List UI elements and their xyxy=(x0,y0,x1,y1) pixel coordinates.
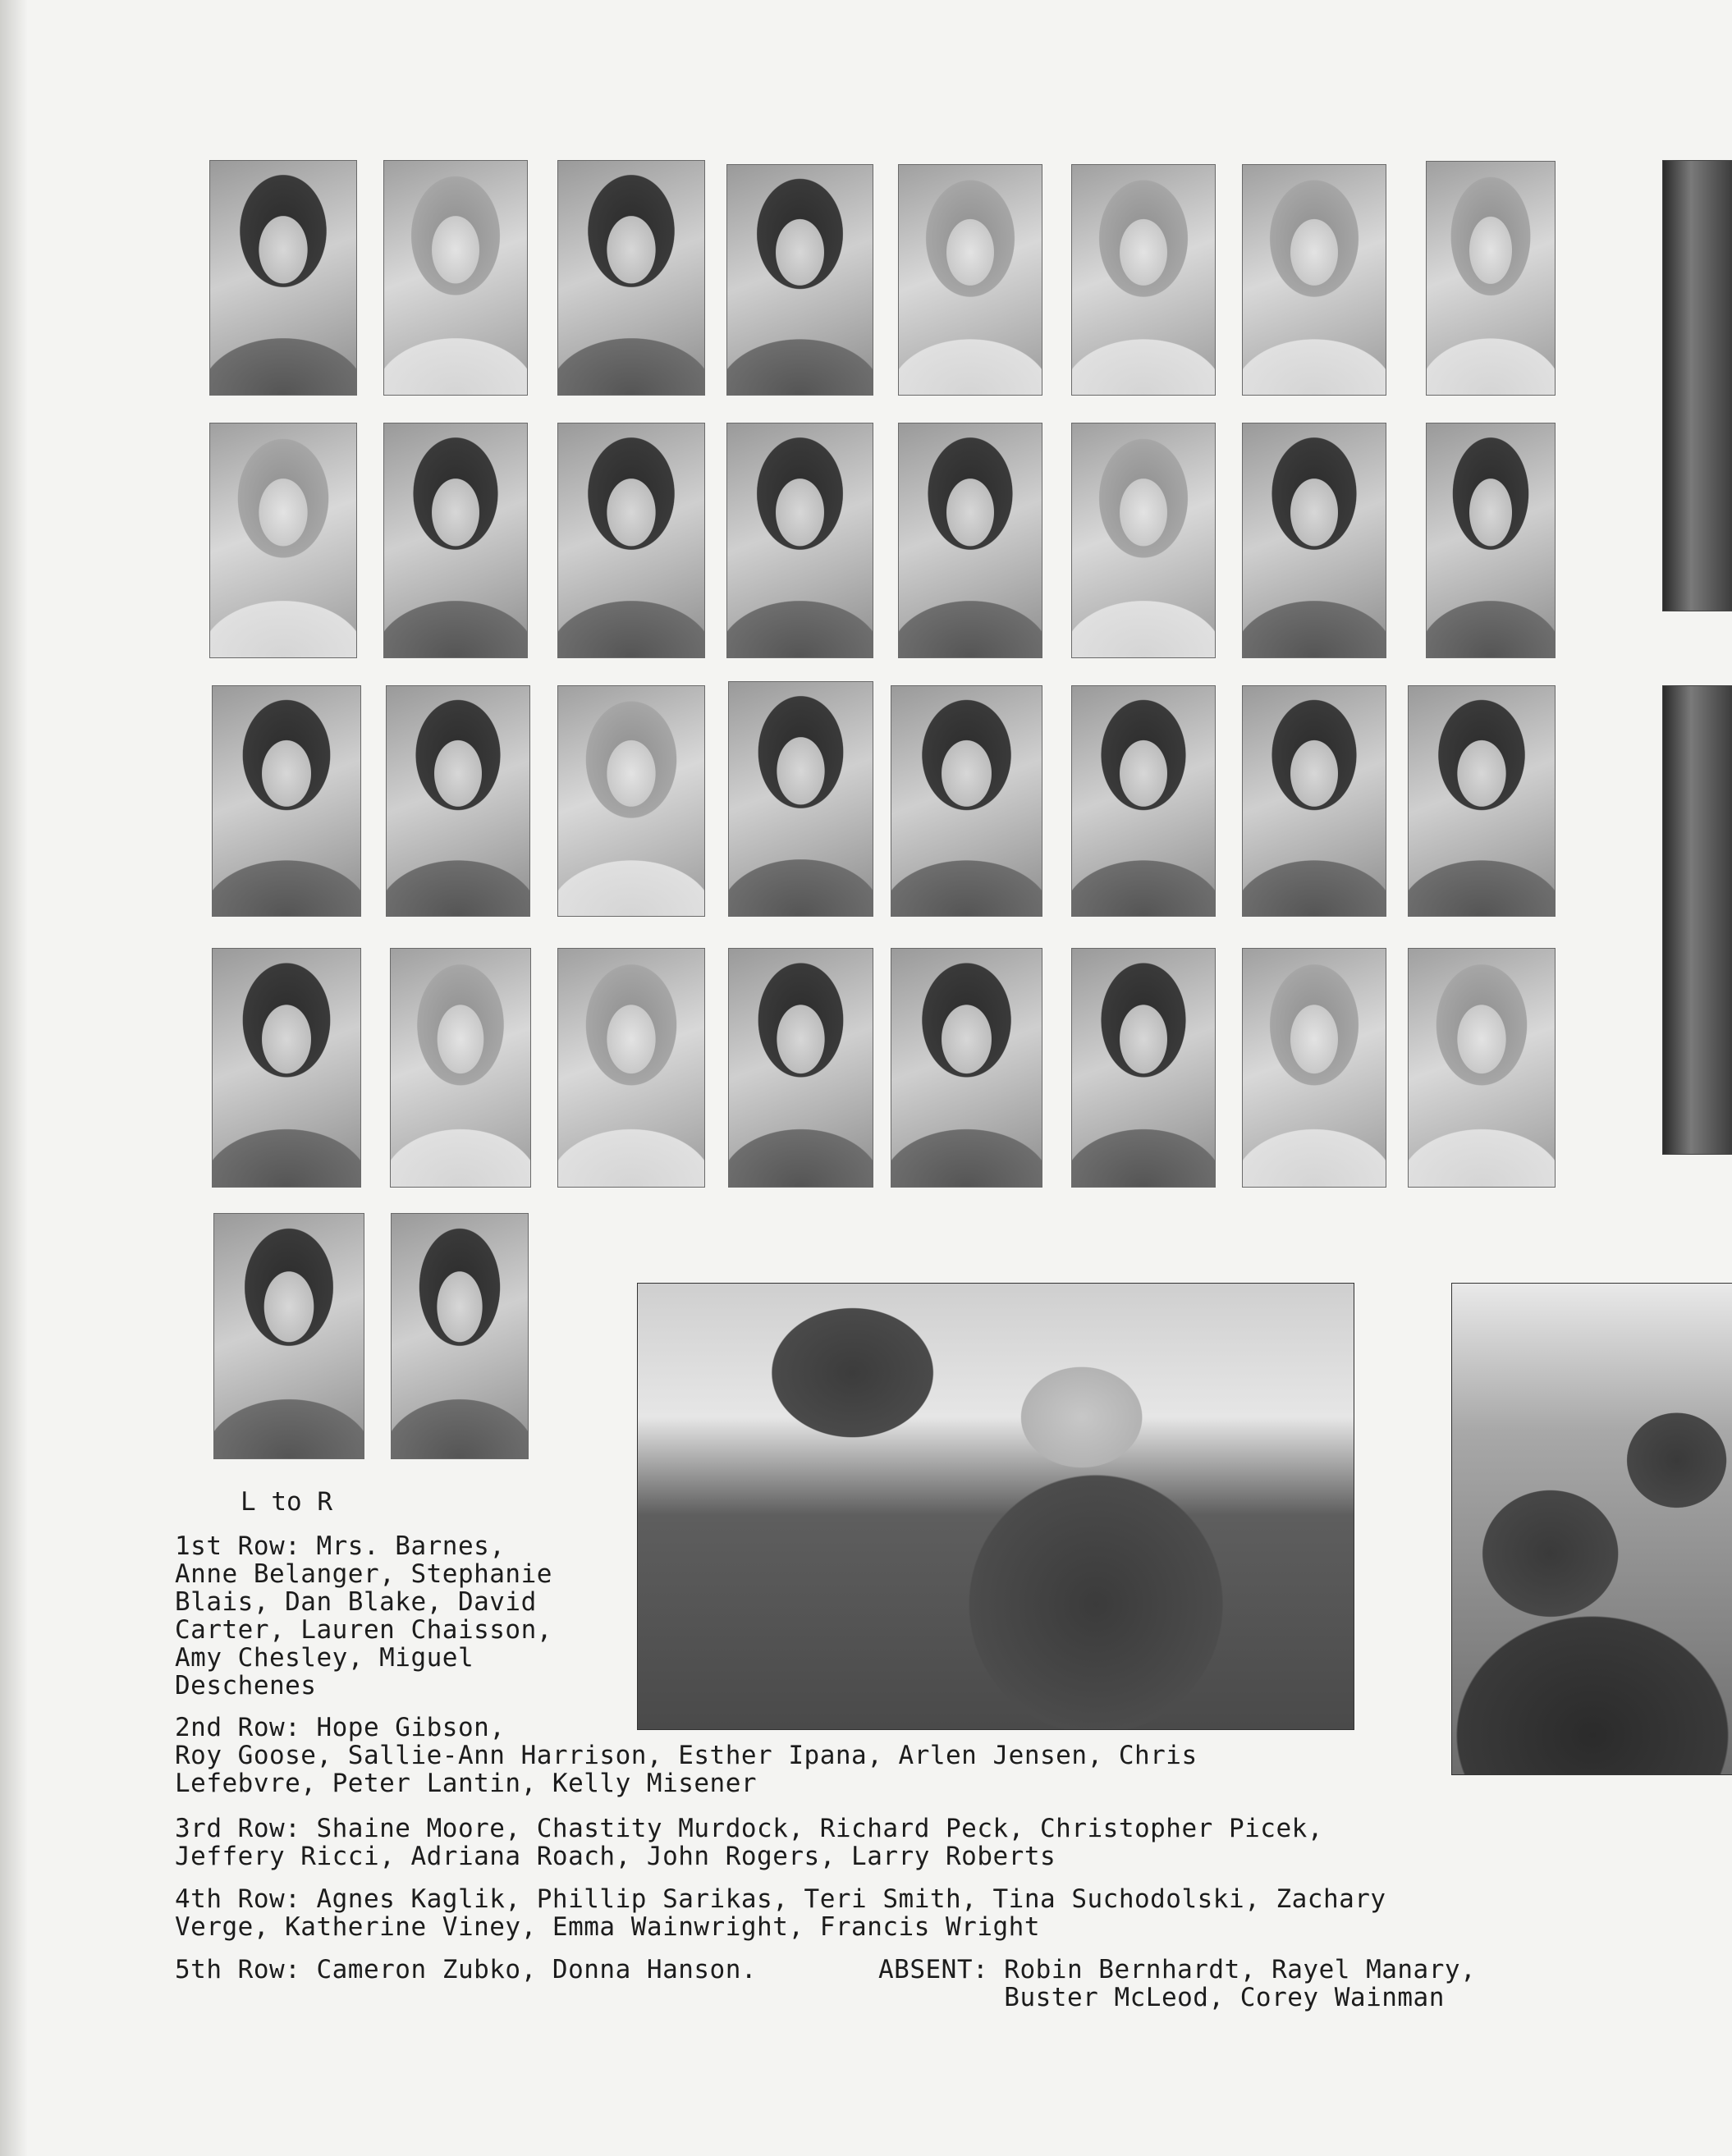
portrait-photo xyxy=(1071,685,1216,917)
portrait-photo xyxy=(891,685,1042,917)
caption-row5: 5th Row: Cameron Zubko, Donna Hanson. xyxy=(175,1955,758,1984)
portrait-photo xyxy=(726,423,873,658)
portrait-photo xyxy=(209,423,357,658)
portrait-photo xyxy=(391,1213,529,1459)
portrait-photo xyxy=(390,948,531,1188)
caption-row2: 2nd Row: Hope Gibson, Roy Goose, Sallie-Ann Harrison, Esther Ipana, Arlen Jensen, Chris Lefebvre, Peter Lantin, Kelly Misener xyxy=(175,1713,1198,1798)
portrait-photo xyxy=(557,423,705,658)
portrait-photo xyxy=(728,681,873,917)
portrait-photo xyxy=(1408,948,1556,1188)
portrait-photo xyxy=(1408,685,1556,917)
portrait-photo xyxy=(891,948,1042,1188)
candid-classroom-photo xyxy=(637,1283,1354,1730)
portrait-photo xyxy=(213,1213,364,1459)
portrait-photo xyxy=(1426,161,1556,396)
portrait-photo xyxy=(1242,948,1386,1188)
portrait-photo xyxy=(898,164,1042,396)
caption-row1: 1st Row: Mrs. Barnes, Anne Belanger, Stephanie Blais, Dan Blake, David Carter, Lauren Chaisson, Amy Chesley, Miguel Deschenes xyxy=(175,1531,552,1701)
facing-page-photo-edge xyxy=(1662,685,1732,1155)
portrait-photo xyxy=(1071,423,1216,658)
caption-heading: L to R xyxy=(241,1487,332,1517)
portrait-photo xyxy=(1426,423,1556,658)
portrait-photo xyxy=(726,164,873,396)
page-binding-shadow xyxy=(0,0,28,2156)
portrait-photo xyxy=(386,685,530,917)
portrait-photo xyxy=(1242,685,1386,917)
portrait-photo xyxy=(898,423,1042,658)
portrait-photo xyxy=(1071,164,1216,396)
portrait-photo xyxy=(1071,948,1216,1188)
portrait-photo xyxy=(1242,423,1386,658)
facing-page-photo-edge xyxy=(1662,160,1732,611)
caption-row3: 3rd Row: Shaine Moore, Chastity Murdock, Richard Peck, Christopher Picek, Jeffery Ricci, Adriana Roach, John Rogers, Larry Roberts xyxy=(175,1814,1323,1871)
caption-absent: ABSENT: Robin Bernhardt, Rayel Manary, Buster McLeod, Corey Wainman xyxy=(878,1955,1477,2012)
portrait-photo xyxy=(557,160,705,396)
portrait-photo xyxy=(212,948,361,1188)
portrait-photo xyxy=(383,423,528,658)
portrait-photo xyxy=(1242,164,1386,396)
portrait-photo xyxy=(212,685,361,917)
portrait-photo xyxy=(209,160,357,396)
portrait-photo xyxy=(557,948,705,1188)
caption-row4: 4th Row: Agnes Kaglik, Phillip Sarikas, Teri Smith, Tina Suchodolski, Zachary Verge, Katherine Viney, Emma Wainwright, Francis Wright xyxy=(175,1884,1386,1942)
portrait-photo xyxy=(728,948,873,1188)
portrait-photo xyxy=(383,160,528,396)
candid-children-photo xyxy=(1451,1283,1732,1775)
portrait-photo xyxy=(557,685,705,917)
